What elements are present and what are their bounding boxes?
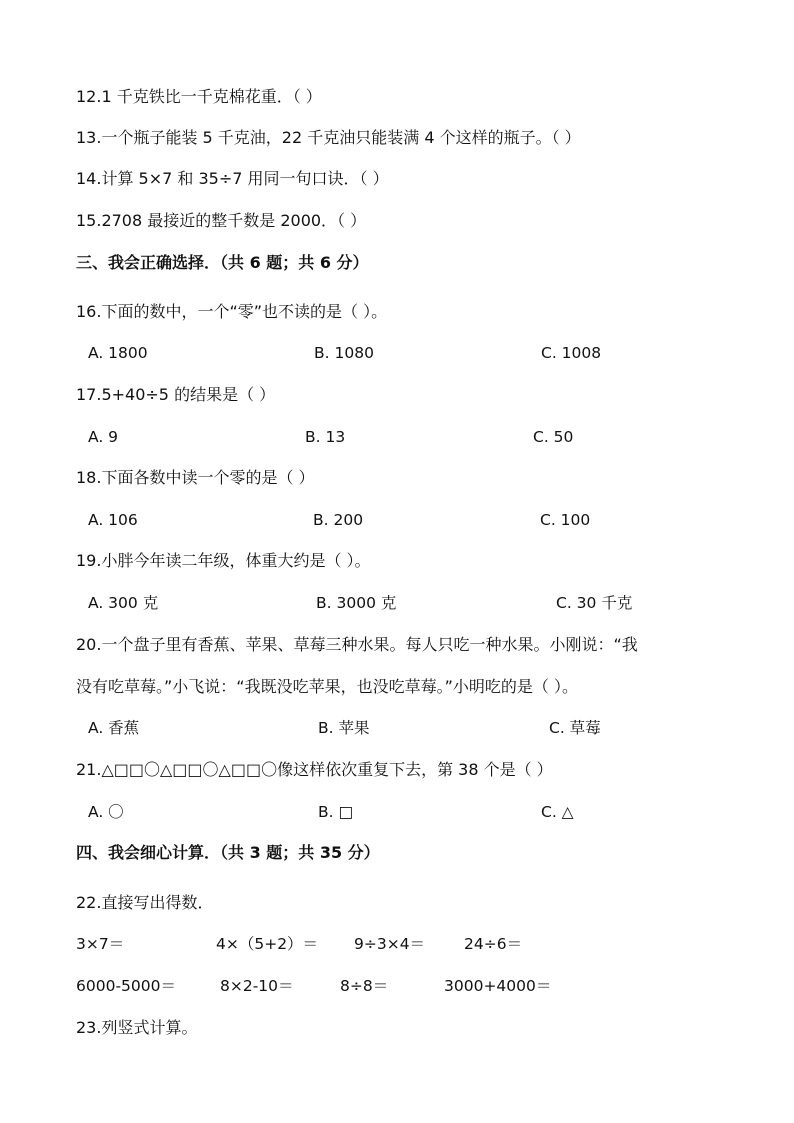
q21-option-c: C. △ <box>541 803 574 821</box>
q18-option-b: B. 200 <box>313 511 364 529</box>
calc-item: 3000+4000＝ <box>444 977 552 995</box>
question-20-line-2: 没有吃草莓。”小飞说：“我既没吃苹果，也没吃草莓。”小明吃的是（ ）。 <box>76 677 578 696</box>
q19-option-b: B. 3000 克 <box>316 594 397 612</box>
question-21: 21.△□□〇△□□〇△□□〇像这样依次重复下去，第 38 个是（ ） <box>76 760 553 779</box>
q20-option-b: B. 苹果 <box>318 719 370 737</box>
question-13: 13.一个瓶子能装 5 千克油，22 千克油只能装满 4 个这样的瓶子。（ ） <box>76 128 581 147</box>
question-16: 16.下面的数中，一个“零”也不读的是（ ）。 <box>76 302 388 321</box>
question-15: 15.2708 最接近的整千数是 2000．（ ） <box>76 211 367 230</box>
question-12: 12.1 千克铁比一千克棉花重．（ ） <box>76 87 322 106</box>
question-17: 17.5+40÷5 的结果是（ ） <box>76 385 276 404</box>
question-19: 19.小胖今年读二年级，体重大约是（ ）。 <box>76 551 371 570</box>
section-4-heading: 四、我会细心计算．（共 3 题；共 35 分） <box>76 843 380 862</box>
q17-option-a: A. 9 <box>88 428 119 446</box>
question-20-line-1: 20.一个盘子里有香蕉、苹果、草莓三种水果。每人只吃一种水果。小刚说：“我 <box>76 635 638 654</box>
question-18: 18.下面各数中读一个零的是（ ） <box>76 468 315 487</box>
q20-option-c: C. 草莓 <box>549 719 601 737</box>
q21-option-b: B. □ <box>318 803 354 821</box>
calc-item: 8÷8＝ <box>340 977 389 995</box>
q21-option-a: A. 〇 <box>88 803 124 821</box>
calc-item: 3×7＝ <box>76 935 125 953</box>
q18-option-c: C. 100 <box>540 511 591 529</box>
q16-option-c: C. 1008 <box>541 344 602 362</box>
question-23: 23.列竖式计算。 <box>76 1018 198 1037</box>
question-22: 22.直接写出得数． <box>76 893 214 912</box>
calc-item: 9÷3×4＝ <box>354 935 426 953</box>
q19-option-c: C. 30 千克 <box>556 594 633 612</box>
calc-item: 24÷6＝ <box>464 935 523 953</box>
q19-option-a: A. 300 克 <box>88 594 159 612</box>
q20-option-a: A. 香蕉 <box>88 719 140 737</box>
q17-option-c: C. 50 <box>533 428 574 446</box>
section-3-heading: 三、我会正确选择．（共 6 题；共 6 分） <box>76 253 369 272</box>
q18-option-a: A. 106 <box>88 511 138 529</box>
question-14: 14.计算 5×7 和 35÷7 用同一句口诀．（ ） <box>76 169 389 188</box>
q16-option-a: A. 1800 <box>88 344 148 362</box>
calc-item: 8×2-10＝ <box>220 977 294 995</box>
calc-item: 6000-5000＝ <box>76 977 176 995</box>
q17-option-b: B. 13 <box>305 428 346 446</box>
q16-option-b: B. 1080 <box>314 344 374 362</box>
calc-item: 4×（5+2）＝ <box>216 935 319 953</box>
